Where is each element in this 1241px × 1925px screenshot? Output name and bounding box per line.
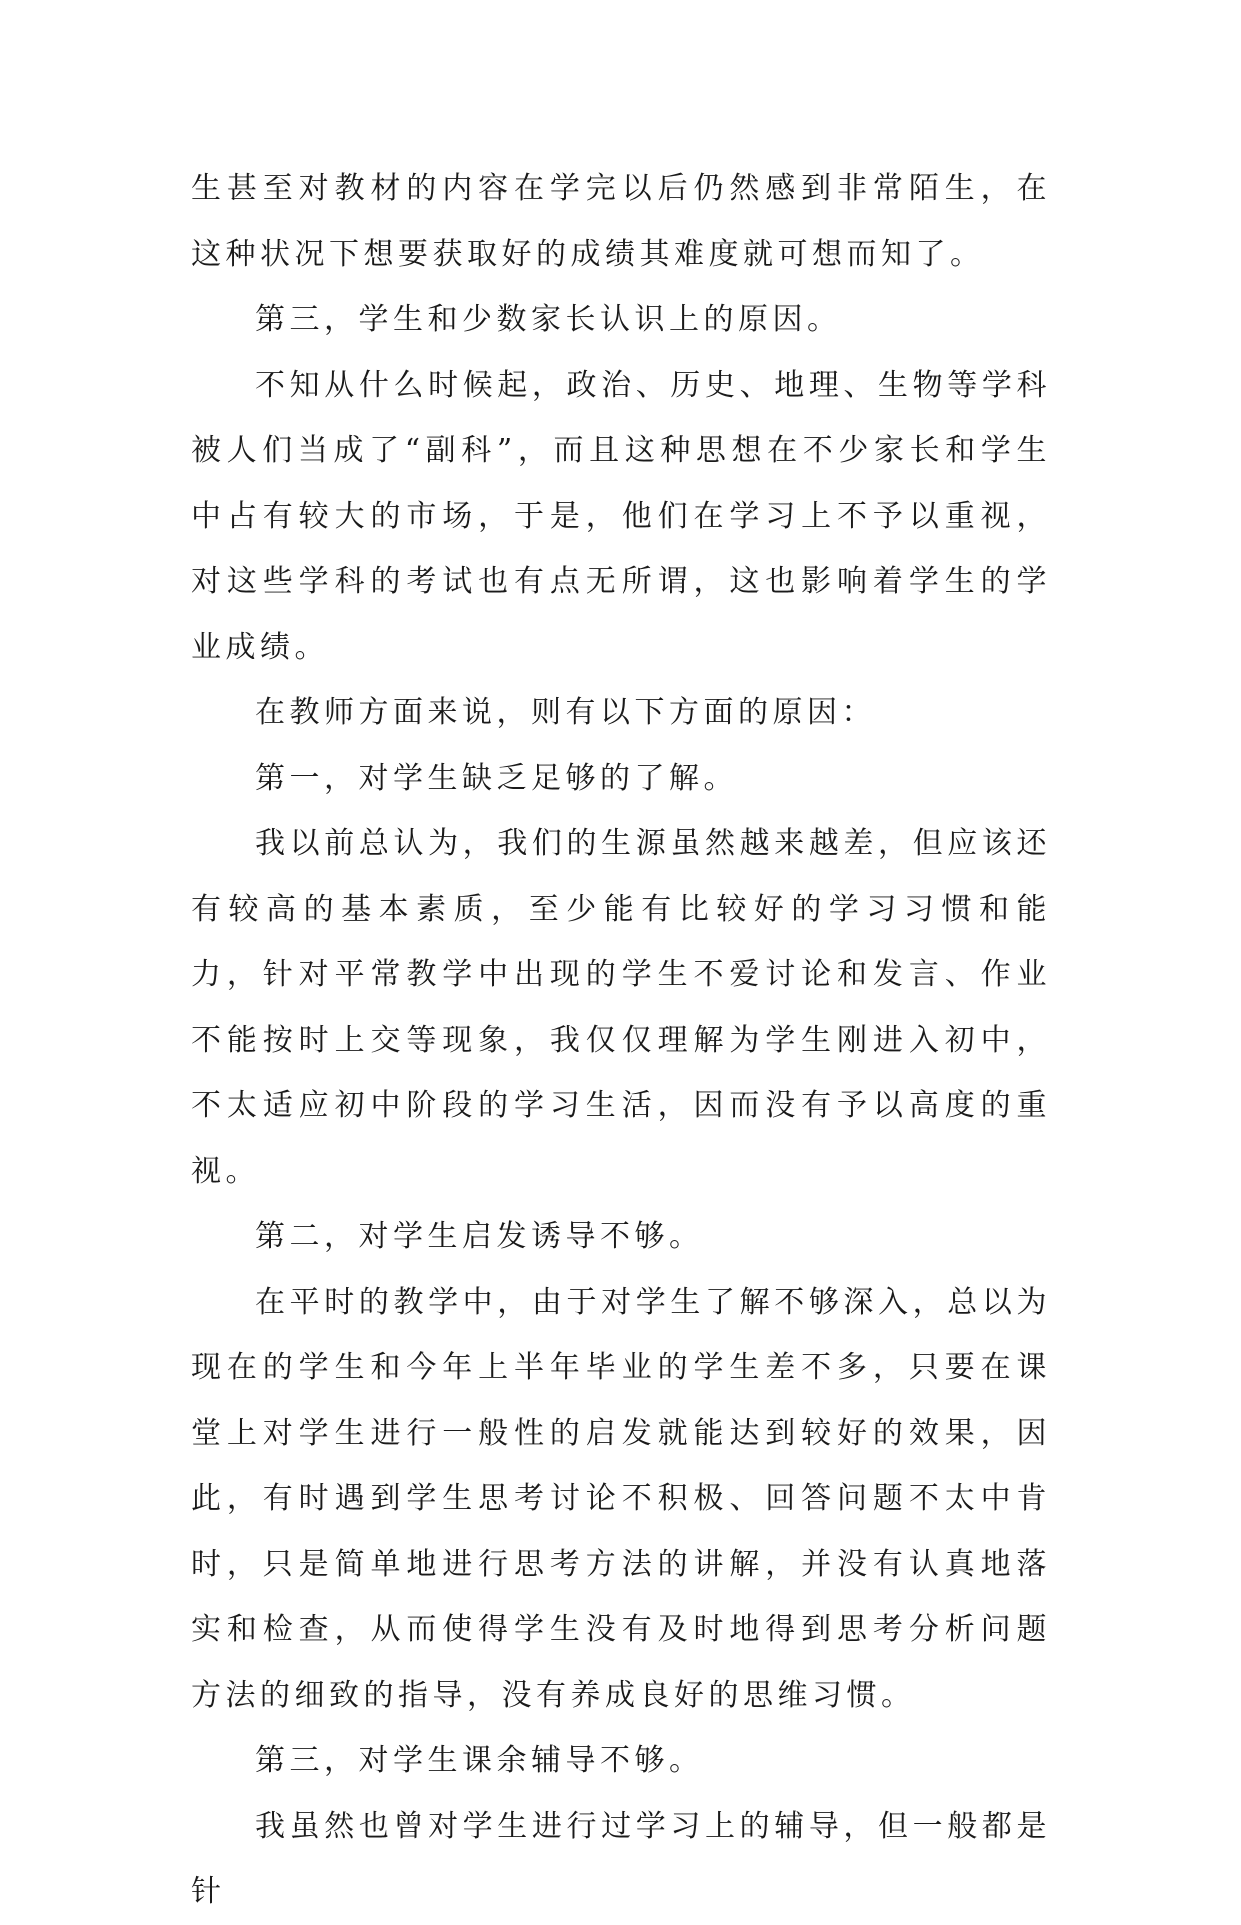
document-body [191, 156, 1051, 1925]
paragraph-3: 不知从什么时候起，政治、历史、地理、生物等学科被人们当成了“副科”，而且这种思想在不少家长和学生中占有较大的市场，于是，他们在学习上不予以重视，对这些学科的考试也有点无所谓，这也影响着学生的学业成绩。 [191, 367, 1051, 665]
paragraph-5: 第一，对学生缺乏足够的了解。 [255, 760, 738, 796]
paragraph-1: 生甚至对教材的内容在学完以后仍然感到非常陌生，在这种状况下想要获取好的成绩其难度就可想而知了。 [191, 171, 1051, 272]
paragraph-4: 在教师方面来说，则有以下方面的原因： [255, 695, 876, 730]
paragraph-9: 第三，对学生课余辅导不够。 [255, 1743, 704, 1778]
paragraph-7: 第二，对学生启发诱导不够。 [255, 1219, 704, 1254]
paragraph-10: 我虽然也曾对学生进行过学习上的辅导，但一般都是针 [191, 1808, 1051, 1909]
paragraph-8: 在平时的教学中，由于对学生了解不够深入，总以为现在的学生和今年上半年毕业的学生差不多，只要在课堂上对学生进行一般性的启发就能达到较好的效果，因此，有时遇到学生思考讨论不积极、回答问题不太中肯时，只是简单地进行思考方法的讲解，并没有认真地落实和检查，从而使得学生没有及时地得到思考分析问题方法的细致的指导，没有养成良好的思维习惯。 [191, 1284, 1051, 1713]
paragraph-6: 我以前总认为，我们的生源虽然越来越差，但应该还有较高的基本素质，至少能有比较好的学习习惯和能力，针对平常教学中出现的学生不爱讨论和发言、作业不能按时上交等现象，我仅仅理解为学生刚进入初中，不太适应初中阶段的学习生活，因而没有予以高度的重视。 [191, 826, 1051, 1189]
paragraph-2: 第三，学生和少数家长认识上的原因。 [255, 302, 842, 337]
